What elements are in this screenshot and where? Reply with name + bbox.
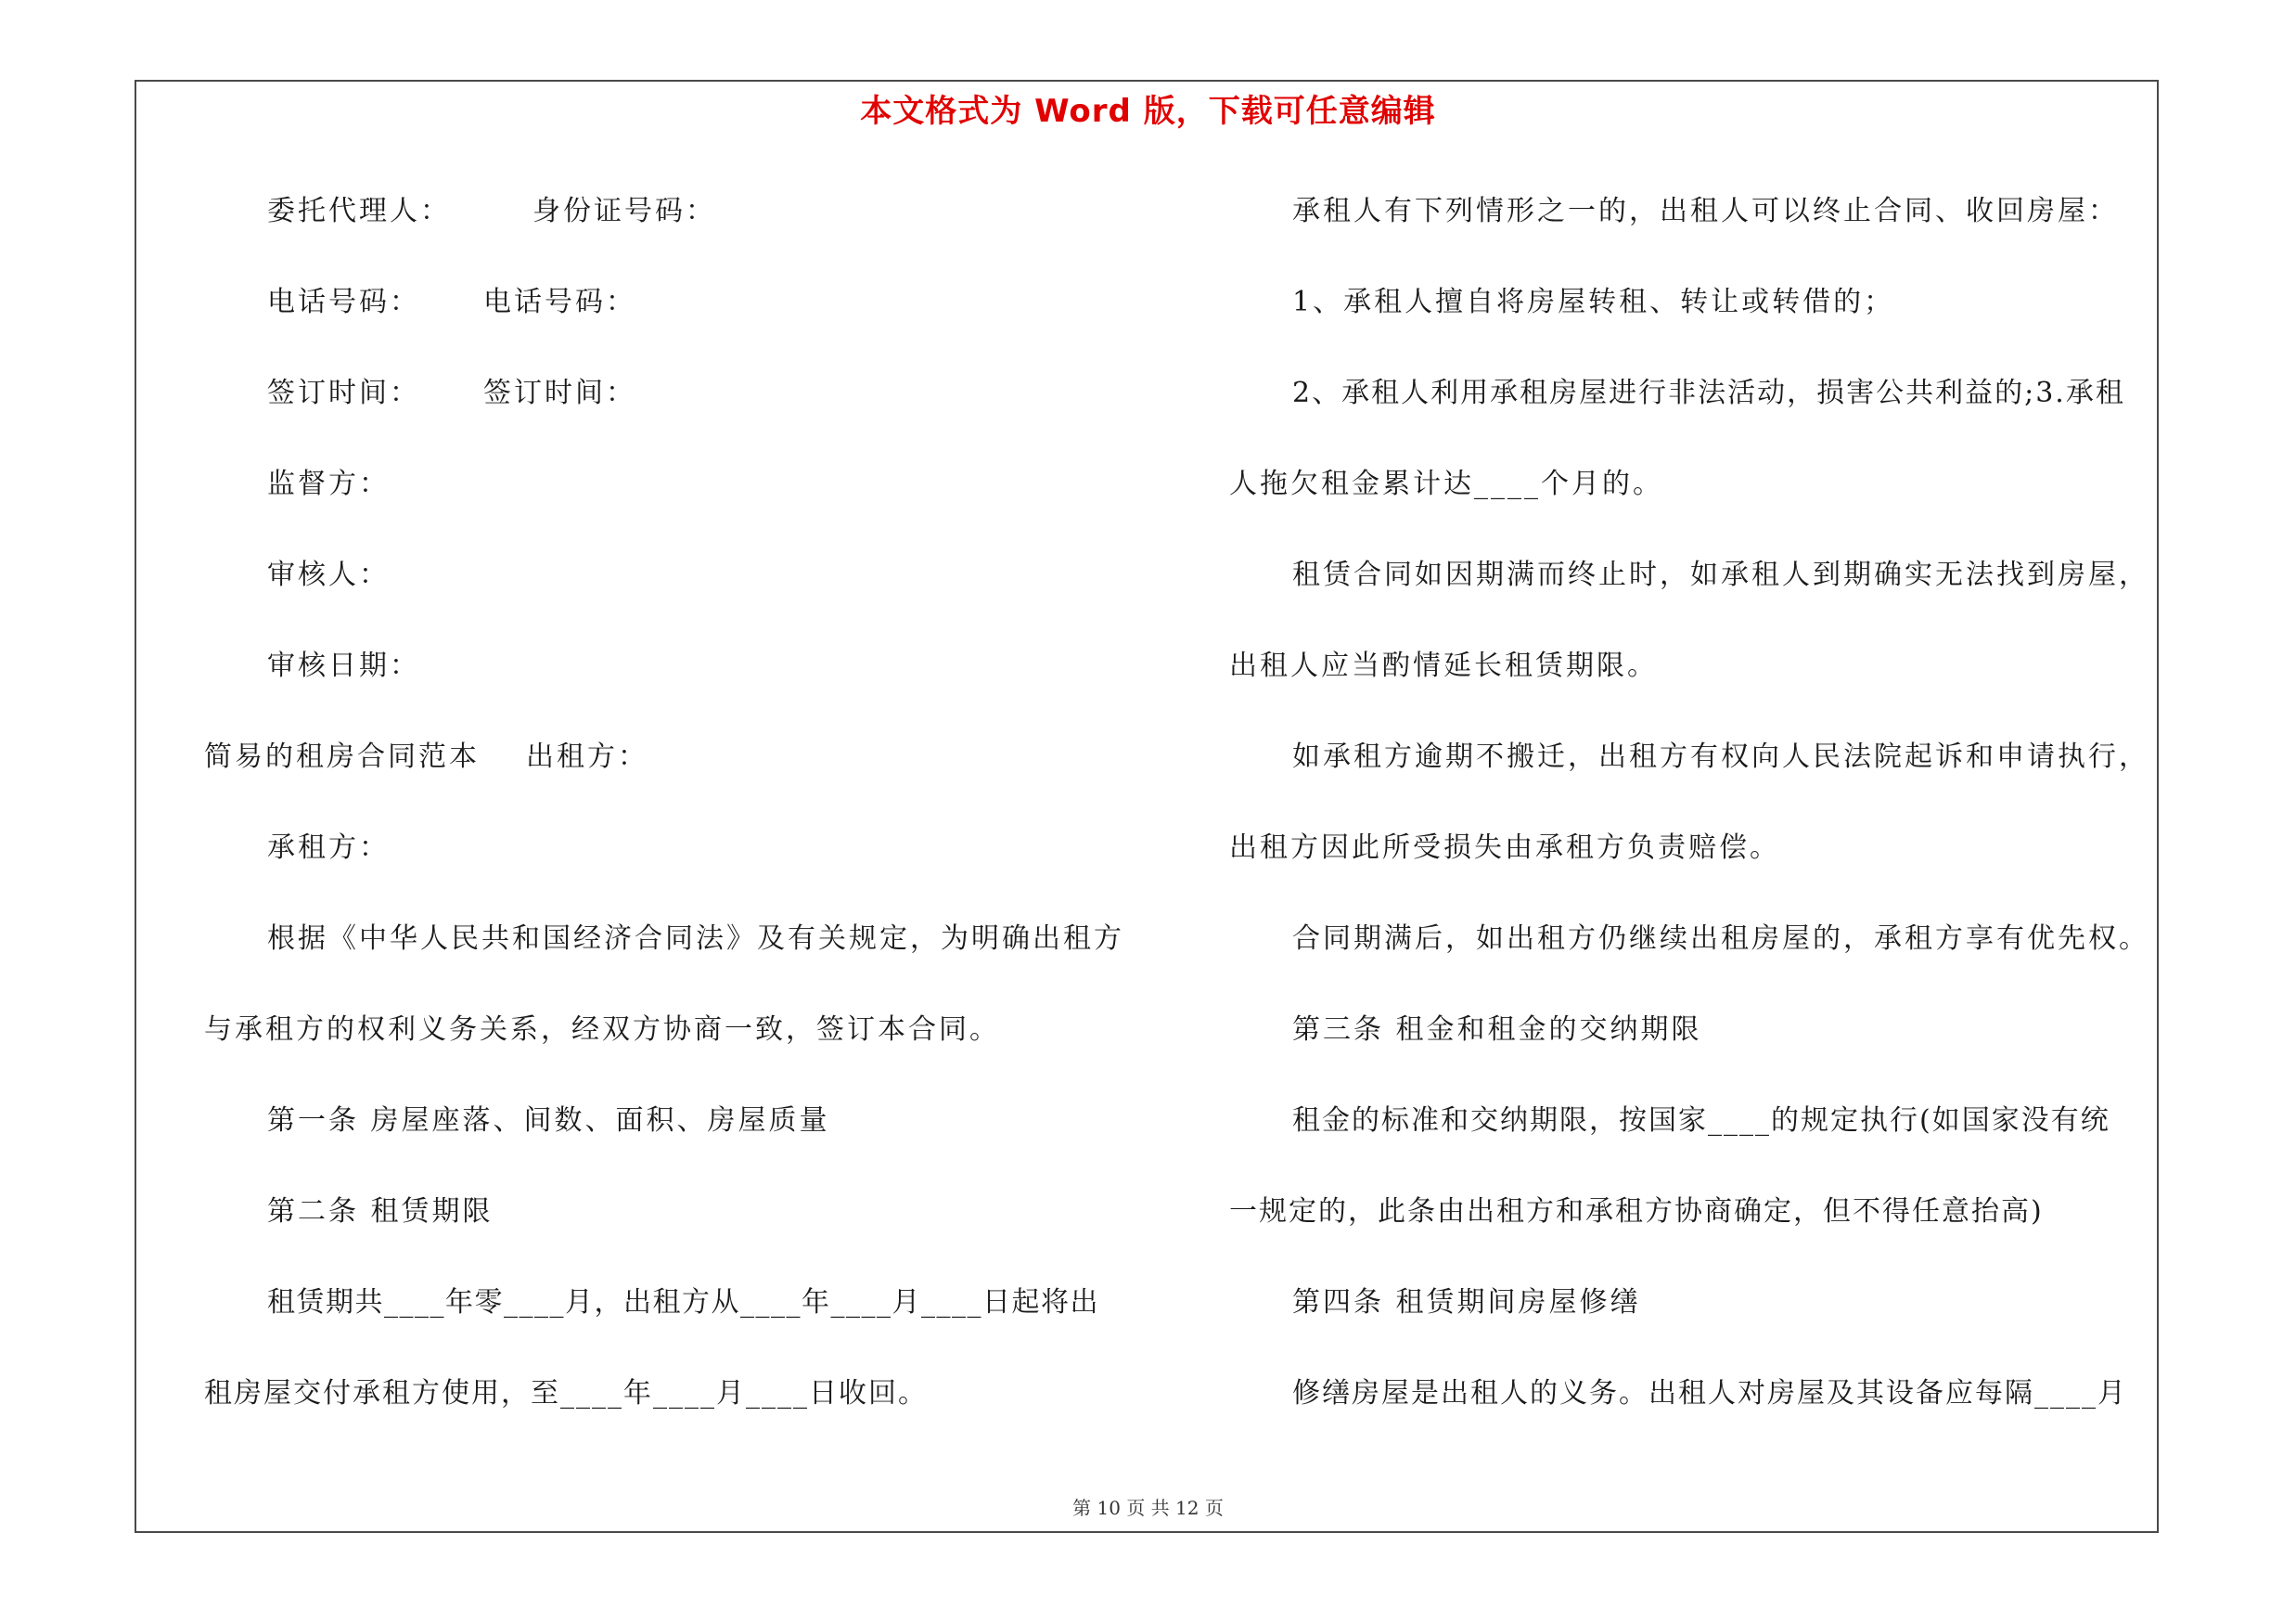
field-label: 出租方：: [526, 741, 648, 773]
text-line: [204, 739, 648, 776]
text-line: 1、承租人擅自将房屋转租、转让或转借的；: [1292, 286, 1895, 318]
text-line: [204, 466, 390, 503]
text-line: 承租人有下列情形之一的，出租人可以终止合同、收回房屋：: [1292, 195, 2119, 227]
section-heading: 第三条 租金和租金的交纳期限: [1292, 1013, 1702, 1046]
text-line: 如承租方逾期不搬迁，出租方有权向人民法院起诉和申请执行，: [1292, 741, 2149, 773]
field-label: 电话号码：: [483, 286, 636, 318]
text-line: [204, 193, 716, 230]
text-line: 租金的标准和交纳期限，按国家____的规定执行(如国家没有统: [1292, 1104, 2110, 1137]
total-pages: 12: [1175, 1497, 1199, 1519]
section-heading: 第四条 租赁期间房屋修缮: [1292, 1286, 1641, 1319]
field-label: 监督方：: [267, 468, 390, 500]
text-line: 根据《中华人民共和国经济合同法》及有关规定，为明确出租方: [267, 922, 1124, 955]
field-label: 委托代理人：: [267, 195, 451, 227]
section-heading: 第一条 房屋座落、间数、面积、房屋质量: [267, 1104, 830, 1137]
page-label: 第: [1072, 1497, 1092, 1519]
page-label: 页 共: [1126, 1497, 1170, 1519]
text-line: 合同期满后，如出租方仍继续出租房屋的，承租方享有优先权。: [1292, 922, 2149, 955]
text-line: [204, 375, 636, 412]
field-label: 签订时间：: [267, 377, 420, 409]
field-label: 签订时间：: [483, 377, 636, 409]
text-line: 一规定的，此条由出租方和承租方协商确定，但不得任意抬高): [1229, 1195, 2044, 1228]
current-page: 10: [1097, 1497, 1121, 1519]
section-heading: 第二条 租赁期限: [267, 1195, 494, 1228]
document-title: 简易的租房合同范本: [204, 741, 480, 773]
text-line: 出租方因此所受损失由承租方负责赔偿。: [1229, 831, 1780, 864]
text-line: 租赁期共____年零____月，出租方从____年____月____日起将出: [267, 1286, 1099, 1319]
page-number: [0, 1493, 2296, 1520]
field-label: 审核日期：: [267, 650, 420, 682]
right-column: [1229, 0, 2157, 1623]
text-line: 租房屋交付承租方使用，至____年____月____日收回。: [204, 1377, 928, 1410]
field-label: 承租方：: [267, 831, 390, 864]
text-line: 与承租方的权利义务关系，经双方协商一致，签订本合同。: [204, 1013, 1000, 1046]
field-label: 审核人：: [267, 559, 390, 591]
text-line: 租赁合同如因期满而终止时，如承租人到期确实无法找到房屋，: [1292, 559, 2149, 591]
text-line: 人拖欠租金累计达____个月的。: [1229, 468, 1663, 500]
text-line: 出租人应当酌情延长租赁期限。: [1229, 650, 1658, 682]
text-line: 2、承租人利用承租房屋进行非法活动，损害公共利益的;3.承租: [1292, 377, 2125, 409]
text-line: 修缮房屋是出租人的义务。出租人对房屋及其设备应每隔____月: [1292, 1377, 2127, 1410]
field-label: 身份证号码：: [532, 195, 716, 227]
page-label: 页: [1204, 1497, 1224, 1519]
format-notice-banner: 本文格式为 Word 版，下载可任意编辑: [860, 93, 1436, 130]
field-label: 电话号码：: [267, 286, 420, 318]
text-line: [204, 284, 636, 321]
text-line: [204, 830, 390, 867]
left-column: [204, 0, 1132, 1623]
text-line: [204, 648, 420, 685]
text-line: [204, 557, 390, 594]
